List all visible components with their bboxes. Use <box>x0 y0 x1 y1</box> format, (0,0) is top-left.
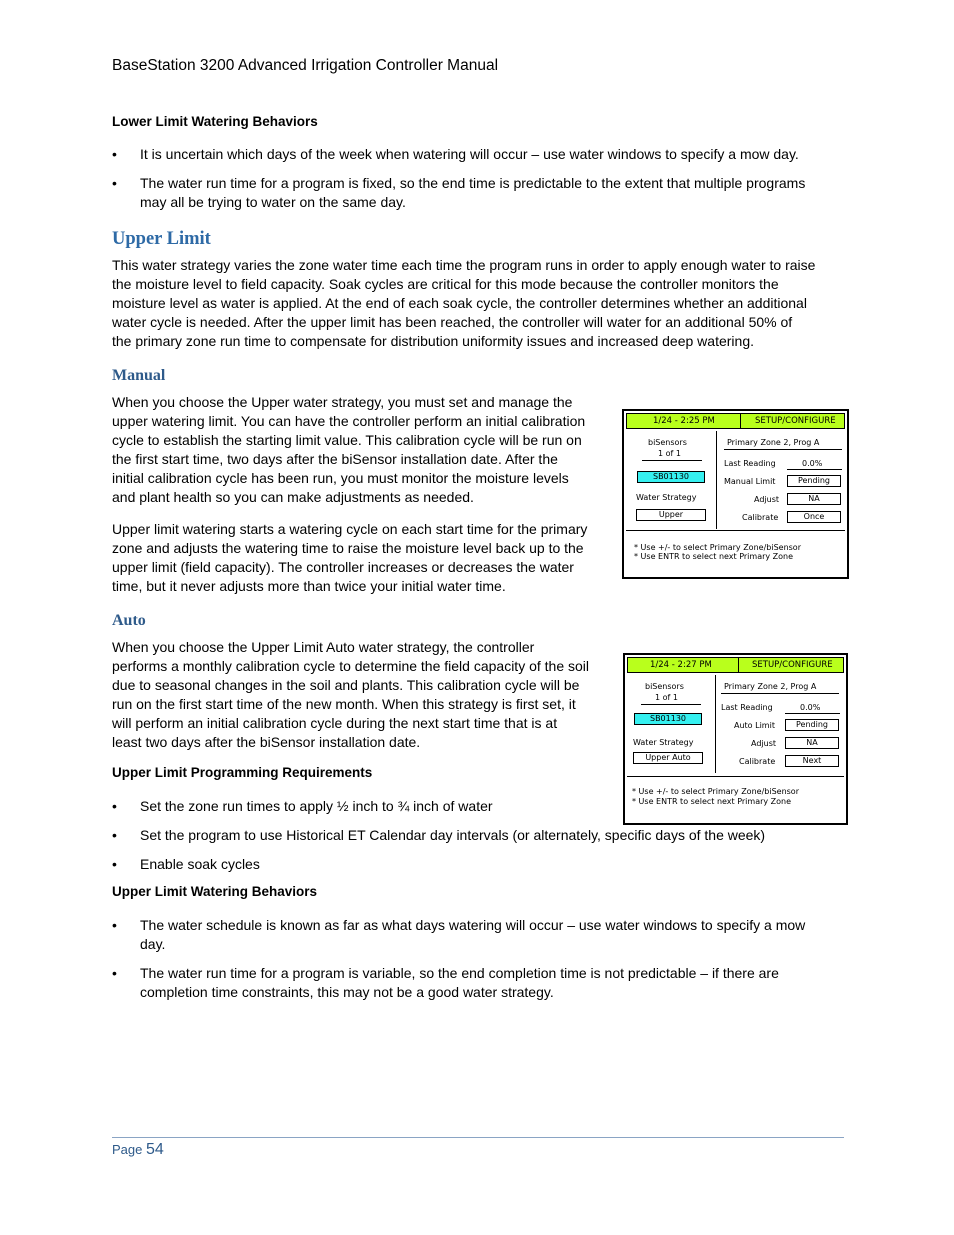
manual-paragraph-2: Upper limit watering starts a watering cycle on each start time for the primary zone and adjusts the watering time to raise the moisture level back up to the upper limit (field capacity). The controller increases or decreases the water time, but it never adjusts more than twice your initial water time. <box>112 521 588 594</box>
auto-limit-field[interactable]: Pending <box>785 719 839 731</box>
auto-heading: Auto <box>112 612 146 629</box>
calibrate-field[interactable]: Next <box>785 755 839 767</box>
manual-heading: Manual <box>112 367 166 384</box>
screen-status-bar: 1/24 - 2:25 PM SETUP/CONFIGURE <box>626 413 845 429</box>
controller-screen-manual: 1/24 - 2:25 PM SETUP/CONFIGURE biSensors 1 of 1 SB01130 Water Strategy Upper Primary Zone 2, Prog A Last Reading 0.0% Manual Limit Pending Adjust NA Calibrate Once * Use +/- to select Primary Zone/biSensor * Use ENTR to select next Primary Zone <box>622 409 849 579</box>
screen-status-bar: 1/24 - 2:27 PM SETUP/CONFIGURE <box>627 657 844 673</box>
adjust-field[interactable]: NA <box>787 493 841 505</box>
manual-paragraph-1: When you choose the Upper water strategy, you must set and manage the upper watering limit. You can have the controller perform an initial calibration cycle to establish the starting limit value. This calibration cycle will be run on the first start time, two days after the biSensor installation date. After the initial calibration cycle has been run, you must monitor the moisture levels and plant health so you can make adjustments as needed. <box>112 394 586 505</box>
auto-paragraph: When you choose the Upper Limit Auto water strategy, the controller performs a monthly calibration cycle to determine the field capacity of the soil due to seasonal changes in the soil and plants. This calibration cycle will be run on the first start time of the new month. When this strategy is first set, it will perform an initial calibration cycle during the next start time that is at least two days after the biSensor installation date. <box>112 639 590 750</box>
requirements-heading: Upper Limit Programming Requirements <box>112 765 373 780</box>
upper-behaviors-heading: Upper Limit Watering Behaviors <box>112 884 318 899</box>
footer-rule <box>112 1137 844 1138</box>
upper-limit-paragraph: This water strategy varies the zone water time each time the program runs in order to apply enough water to raise the moisture level to field capacity. Soak cycles are critical for this mode because the controller monitors the moisture level as water is applied. At the end of each soak cycle, the controller determines whether an additional water cycle is needed. After the upper limit has been reached, the controller will water for an additional 50% of the primary zone run time to compensate for distribution uniformity issues and increased deep watering. <box>112 257 816 349</box>
manual-limit-field[interactable]: Pending <box>787 475 841 487</box>
document-header: BaseStation 3200 Advanced Irrigation Controller Manual <box>112 57 499 74</box>
upper-limit-heading: Upper Limit <box>112 229 211 249</box>
lower-behaviors-heading: Lower Limit Watering Behaviors <box>112 114 318 129</box>
sensor-select[interactable]: SB01130 <box>637 471 705 483</box>
sensor-select[interactable]: SB01130 <box>634 713 702 725</box>
water-strategy-field[interactable]: Upper <box>636 509 706 521</box>
calibrate-field[interactable]: Once <box>787 511 841 523</box>
controller-screen-auto: 1/24 - 2:27 PM SETUP/CONFIGURE biSensors 1 of 1 SB01130 Water Strategy Upper Auto Primary Zone 2, Prog A Last Reading 0.0% Auto Limit Pending Adjust NA Calibrate Next * Use +/- to select Primary Zone/biSensor * Use ENTR to select next Primary Zone <box>623 653 848 825</box>
adjust-field[interactable]: NA <box>785 737 839 749</box>
page-number: Page 54 <box>112 1141 164 1158</box>
water-strategy-field[interactable]: Upper Auto <box>633 752 703 764</box>
